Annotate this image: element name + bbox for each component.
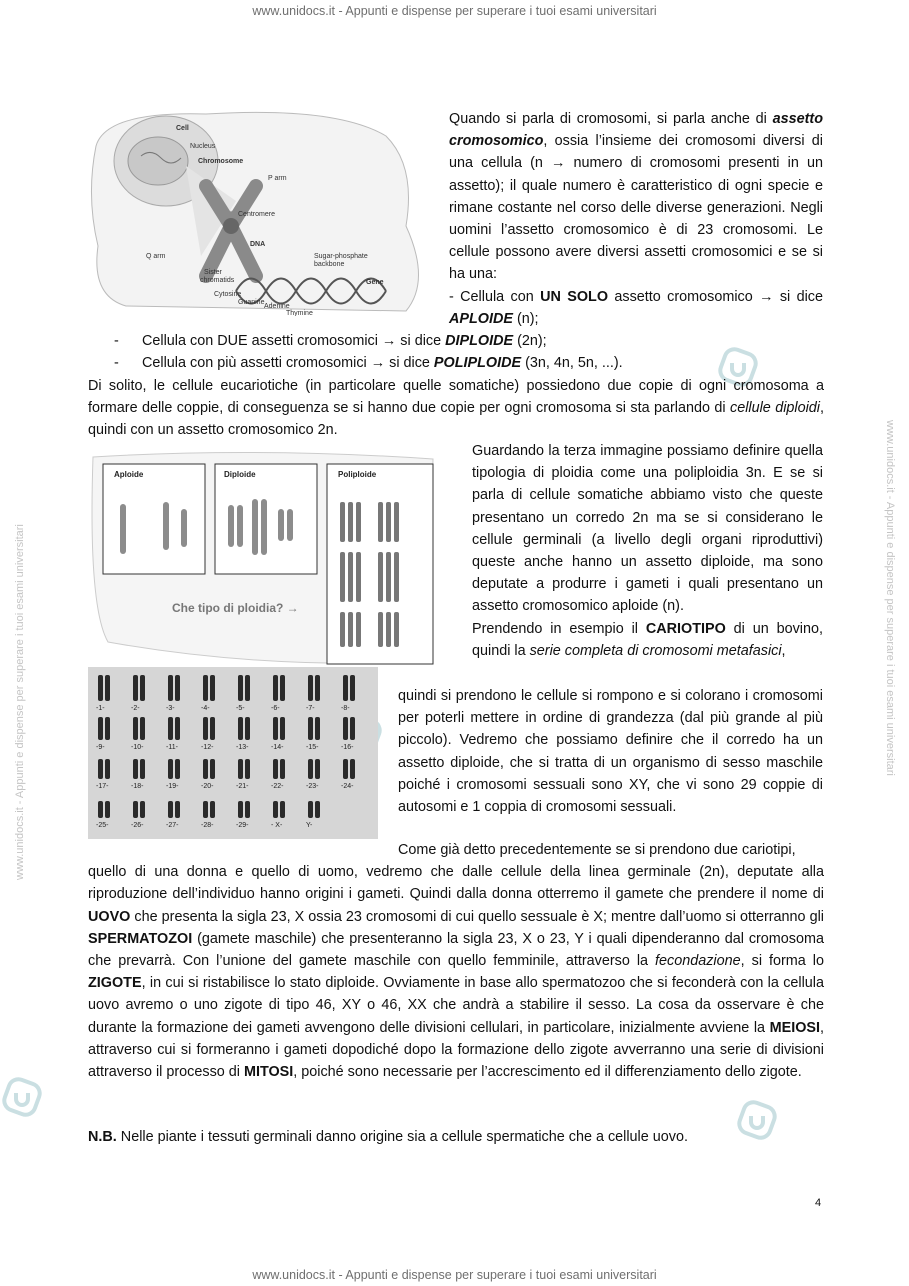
karyotype-label: -24- [341, 783, 354, 790]
karyotype-chromosome [343, 675, 348, 701]
header-banner: www.unidocs.it - Appunti e dispense per superare i tuoi esami universitari [252, 4, 657, 18]
karyotype-label: -28- [201, 822, 214, 829]
karyotype-label: -12- [201, 744, 214, 751]
karyotype-label: -10- [131, 744, 144, 751]
karyotype-chromosome [105, 759, 110, 779]
karyotype-chromosome [350, 759, 355, 779]
karyotype-label: -3- [166, 705, 175, 712]
paragraph-assetto-cromosomico: Quando si parla di cromosomi, si parla anche di assetto cromosomico, ossia l’insieme dei cromosomi diversi di una cellula (n → numero di cromosomi presenti in un assetto); il quale numero è caratteristico di ogni specie e rimane costante nel corso delle diverse generazioni. Negli uomini l’assetto cromosomico è di 23 cromosomi. Le cellule possono avere diversi assetti cromosomici e se si ha una: - Cellula con UN SOLO assetto cromosomico → si dice APLOIDE (n); [449, 111, 823, 327]
karyotype-label: -5- [236, 705, 245, 712]
paragraph-gameti: Come già detto precedentemente se si prendono due cariotipi, quello di una donna e quello di uomo, vedremo che dalle cellule della linea germinale (2n), deputate alla riproduzione dell’individuo hanno origini i gameti. Quindi dalla donna otterremo il gamete che prendere il nome di UOVO che presenta la sigla 23, X ossia 23 cromosomi di cui quello sessuale è X; mentre dall’uomo si otterranno gli SPERMATOZOI (gamete maschile) che presenteranno la sigla 23, X o 23, Y i quali dipenderanno dal cromosoma che prevarrà. Con l’unione del gamete maschile con quello femminile, attraverso la fecondazione, si forma lo ZIGOTE, in cui si ristabilisce lo stato diploide. Ovviamente in base allo spermatozoo che si feconderà con la cellula uovo avremo o uno zigote di tipo 46, XY o 46, XX che andrà a stabilire il sesso. La cosa da osservare è che durante la formazione dei gameti avvengono delle divisioni cellulari, in particolare, inizialmente avviene la MEIOSI, attraverso cui si formeranno i gameti dopodiché dopo la formazione dello zigote avverranno una serie di divisioni attraverso il processo di MITOSI, poiché sono necessarie per l’accrescimento ed il differenziamento dello zigote. [88, 842, 824, 1081]
karyotype-label: -27- [166, 822, 179, 829]
side-watermark-left: www.unidocs.it - Appunti e dispense per superare i tuoi esami universitari [14, 524, 26, 880]
karyotype-label: -9- [96, 744, 105, 751]
label-backbone-2: backbone [314, 261, 345, 268]
karyotype-label: -11- [166, 744, 178, 751]
karyotype-chromosome [238, 801, 243, 818]
karyotype-drawing [88, 667, 378, 839]
karyotype-chromosome [315, 759, 320, 779]
karyotype-chromosome [315, 801, 320, 818]
karyotype-chromosome [175, 801, 180, 818]
karyotype-chromosome [203, 759, 208, 779]
karyotype-label: -4- [201, 705, 210, 712]
karyotype-chromosome [245, 801, 250, 818]
karyotype-chromosome [168, 717, 173, 740]
karyotype-chromosome [175, 717, 180, 740]
karyotype-chromosome [315, 717, 320, 740]
bullet-poliploide: - Cellula con più assetti cromosomici → si dice POLIPLOIDE (3n, 4n, 5n, ...). [114, 355, 623, 371]
karyotype-chromosome [140, 801, 145, 818]
karyotype-label: -25- [96, 822, 109, 829]
karyotype-chromosome [175, 759, 180, 779]
label-adenine: Adenine [264, 303, 290, 310]
karyotype-chromosome [308, 759, 313, 779]
label-backbone-1: Sugar-phosphate [314, 253, 368, 260]
karyotype-label: -7- [306, 705, 315, 712]
karyotype-chromosome [245, 675, 250, 701]
karyotype-chromosome [280, 717, 285, 740]
karyotype-chromosome [133, 801, 138, 818]
karyotype-chromosome [350, 675, 355, 701]
paragraph-poliploidia: Guardando la terza immagine possiamo definire quella tipologia di ploidia come una poliploidia 3n. E se si parla di cellule somatiche abbiamo visto che queste presentano un corredo 2n ma se si considerano le cellule germinali (a livello degli organi riproduttivi) queste anche hanno un assetto diploide, ma sono deputate a produrre i gameti i quali presentano un assetto cromosomico aploide (n). Prendendo in esempio il CARIOTIPO di un bovino, quindi la serie completa di cromosomi metafasici, [472, 443, 823, 659]
karyotype-chromosome [105, 717, 110, 740]
label-chromatids: chromatids [200, 277, 235, 284]
karyotype-chromosome [273, 675, 278, 701]
karyotype-chromosome [98, 759, 103, 779]
label-centromere: Centromere [238, 211, 275, 218]
karyotype-label: -18- [131, 783, 144, 790]
karyotype-chromosome [273, 801, 278, 818]
paragraph-cariotipo: quindi si prendono le cellule si rompono e si colorano i cromosomi per poterli mettere in ordine di grandezza (dal più grande al più piccolo). Vedremo che possiamo definire che il corredo ha un assetto diploide, che si tratta di un organismo di sesso maschile poiché i cromosomi sessuali sono XY, che vi sono 29 coppie di autosomi e 1 coppia di cromosomi sessuali. [398, 688, 823, 816]
karyotype-chromosome [245, 759, 250, 779]
karyotype-chromosome [280, 801, 285, 818]
karyotype-label: -13- [236, 744, 249, 751]
page-number: 4 [815, 1197, 822, 1209]
karyotype-label: -1- [96, 705, 105, 712]
karyotype-chromosome [140, 717, 145, 740]
karyotype-chromosome [343, 717, 348, 740]
karyotype-label: -26- [131, 822, 144, 829]
karyotype-chromosome [98, 801, 103, 818]
karyotype-label: -8- [341, 705, 350, 712]
aploide-label: Aploide [114, 470, 144, 479]
ploidy-figure [88, 447, 438, 667]
karyotype-chromosome [210, 675, 215, 701]
karyotype-label: -21- [236, 783, 249, 790]
karyotype-chromosome [273, 717, 278, 740]
karyotype-chromosome [210, 801, 215, 818]
label-chromosome: Chromosome [198, 158, 244, 165]
karyotype-label: - X- [271, 822, 283, 829]
karyotype-chromosome [203, 801, 208, 818]
karyotype-chromosome [98, 675, 103, 701]
karyotype-chromosome [140, 759, 145, 779]
karyotype-chromosome [133, 675, 138, 701]
karyotype-chromosome [133, 717, 138, 740]
karyotype-chromosome [238, 675, 243, 701]
karyotype-chromosome [203, 717, 208, 740]
karyotype-label: -22- [271, 783, 284, 790]
karyotype-chromosome [273, 759, 278, 779]
karyotype-label: -20- [201, 783, 214, 790]
karyotype-label: -17- [96, 783, 109, 790]
karyotype-label: -19- [166, 783, 179, 790]
karyotype-label: -2- [131, 705, 140, 712]
label-q-arm: Q arm [146, 253, 166, 260]
karyotype-chromosome [238, 759, 243, 779]
karyotype-chromosome [350, 717, 355, 740]
side-watermark-right: www.unidocs.it - Appunti e dispense per superare i tuoi esami universitari [884, 420, 896, 776]
label-thymine: Thymine [286, 310, 313, 316]
label-gene: Gene [366, 279, 384, 286]
paragraph-cellule-diploidi: Di solito, le cellule eucariotiche (in particolare quelle somatiche) possiedono due copie di ogni cromosoma a formare delle coppie, di conseguenza se si hanno due copie per ogni cromosoma si sta parlando di cellule diploidi, quindi con un assetto cromosomico 2n. [88, 378, 824, 439]
karyotype-chromosome [238, 717, 243, 740]
karyotype-chromosome [245, 717, 250, 740]
footer-banner: www.unidocs.it - Appunti e dispense per superare i tuoi esami universitari [252, 1268, 657, 1282]
unidocs-logo-icon [0, 1075, 44, 1119]
karyotype-label: -16- [341, 744, 354, 751]
karyotype-label: Y- [306, 822, 313, 829]
paragraph-nota-bene: N.B. Nelle piante i tessuti germinali danno origine sia a cellule spermatiche che a cellule uovo. [88, 1129, 688, 1145]
karyotype-chromosome [105, 675, 110, 701]
karyotype-label: -15- [306, 744, 319, 751]
karyotype-chromosome [210, 759, 215, 779]
karyotype-chromosome [168, 759, 173, 779]
karyotype-chromosome [315, 675, 320, 701]
karyotype-chromosome [140, 675, 145, 701]
karyotype-chromosome [98, 717, 103, 740]
karyotype-chromosome [133, 759, 138, 779]
karyotype-chromosome [203, 675, 208, 701]
karyotype-label: -23- [306, 783, 319, 790]
bullet-diploide: - Cellula con DUE assetti cromosomici → si dice DIPLOIDE (2n); [114, 333, 547, 349]
karyotype-figure [88, 667, 378, 839]
karyotype-chromosome [105, 801, 110, 818]
karyotype-chromosome [308, 717, 313, 740]
label-sister: Sister [204, 269, 222, 276]
chromosome-structure-figure [86, 106, 446, 316]
karyotype-chromosome [168, 801, 173, 818]
diploide-label: Diploide [224, 470, 256, 479]
label-dna: DNA [250, 241, 266, 248]
label-nucleus: Nucleus [190, 143, 216, 150]
karyotype-chromosome [308, 801, 313, 818]
ploidy-question: Che tipo di ploidia? → [172, 601, 299, 615]
label-guanine: Guanine [238, 299, 265, 306]
karyotype-label: -29- [236, 822, 249, 829]
karyotype-chromosome [168, 675, 173, 701]
karyotype-chromosome [175, 675, 180, 701]
label-p-arm: P arm [268, 175, 287, 182]
poliploide-label: Poliploide [338, 470, 377, 479]
karyotype-chromosome [343, 759, 348, 779]
karyotype-chromosome [210, 717, 215, 740]
karyotype-chromosome [280, 759, 285, 779]
karyotype-label: -6- [271, 705, 280, 712]
label-cytosine: Cytosine [214, 291, 242, 298]
karyotype-label: -14- [271, 744, 284, 751]
karyotype-chromosome [308, 675, 313, 701]
karyotype-chromosome [280, 675, 285, 701]
label-cell: Cell [176, 125, 189, 132]
